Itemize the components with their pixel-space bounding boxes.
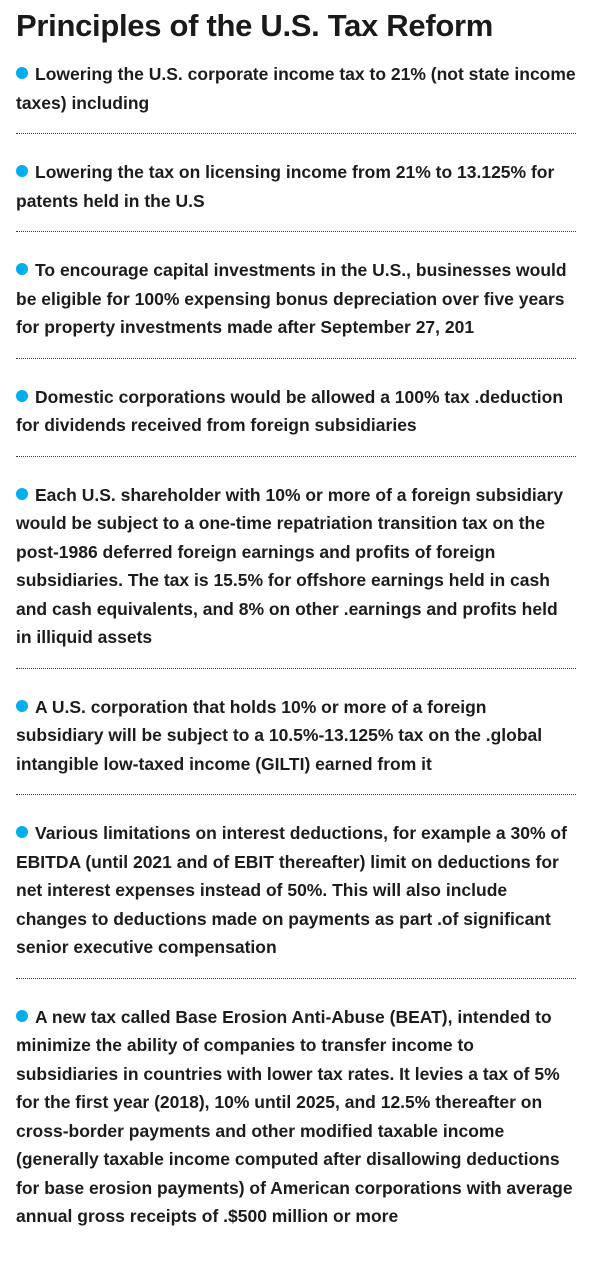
principle-item-6 bbox=[16, 689, 576, 796]
bullet-dot-icon bbox=[16, 165, 28, 177]
bullet-dot-icon bbox=[16, 1010, 28, 1022]
principle-item-3 bbox=[16, 252, 576, 359]
page-title: Principles of the U.S. Tax Reform bbox=[16, 8, 494, 43]
principle-item-8 bbox=[16, 999, 576, 1247]
bullet-dot-icon bbox=[16, 67, 28, 79]
principle-item-7 bbox=[16, 815, 576, 979]
principle-text: Various limitations on interest deductions, for example a 30% of EBITDA (until 2021 and of EBIT thereafter) limit on deductions for net interest expenses instead of 50%. This will also include changes to deductions made on payments as part .of significant senior executive compensation bbox=[16, 823, 567, 957]
principle-item-4 bbox=[16, 379, 576, 457]
bullet-dot-icon bbox=[16, 826, 28, 838]
principle-text: Lowering the tax on licensing income from 21% to 13.125% for patents held in the U.S bbox=[16, 162, 555, 211]
bullet-dot-icon bbox=[16, 263, 28, 275]
principle-text: A new tax called Base Erosion Anti-Abuse (BEAT), intended to minimize the ability of companies to transfer income to subsidiaries in countries with lower tax rates. It levies a tax of 5% for the first year (2018), 10% until 2025, and 12.5% thereafter on cross-border payments and other modified taxable income (generally taxable income computed after disallowing deductions for base erosion payments) of American corporations with average annual gross receipts of .$500 million or more bbox=[16, 1006, 573, 1226]
principle-item-5 bbox=[16, 477, 576, 669]
principle-text: Lowering the U.S. corporate income tax to 21% (not state income taxes) including bbox=[16, 64, 576, 113]
bullet-dot-icon bbox=[16, 488, 28, 500]
principle-text: Domestic corporations would be allowed a 100% tax .deduction for dividends received from foreign subsidiaries bbox=[16, 386, 564, 435]
principle-text: Each U.S. shareholder with 10% or more of a foreign subsidiary would be subject to a one-time repatriation transition tax on the post-1986 deferred foreign earnings and profits of foreign subsidiaries. The tax is 15.5% for offshore earnings held in cash and cash equivalents, and 8% on other .earnings and profits held in illiquid assets bbox=[16, 484, 564, 647]
principle-item-1 bbox=[16, 56, 576, 134]
principle-text: A U.S. corporation that holds 10% or more of a foreign subsidiary will be subject to a 10.5%-13.125% tax on the .global intangible low-taxed income (GILTI) earned from it bbox=[16, 696, 543, 774]
principle-text: To encourage capital investments in the U.S., businesses would be eligible for 100% expensing bonus depreciation over five years for property investments made after September 27, 201 bbox=[16, 260, 567, 337]
bullet-dot-icon bbox=[16, 390, 28, 402]
bullet-dot-icon bbox=[16, 700, 28, 712]
principle-item-2 bbox=[16, 154, 576, 232]
